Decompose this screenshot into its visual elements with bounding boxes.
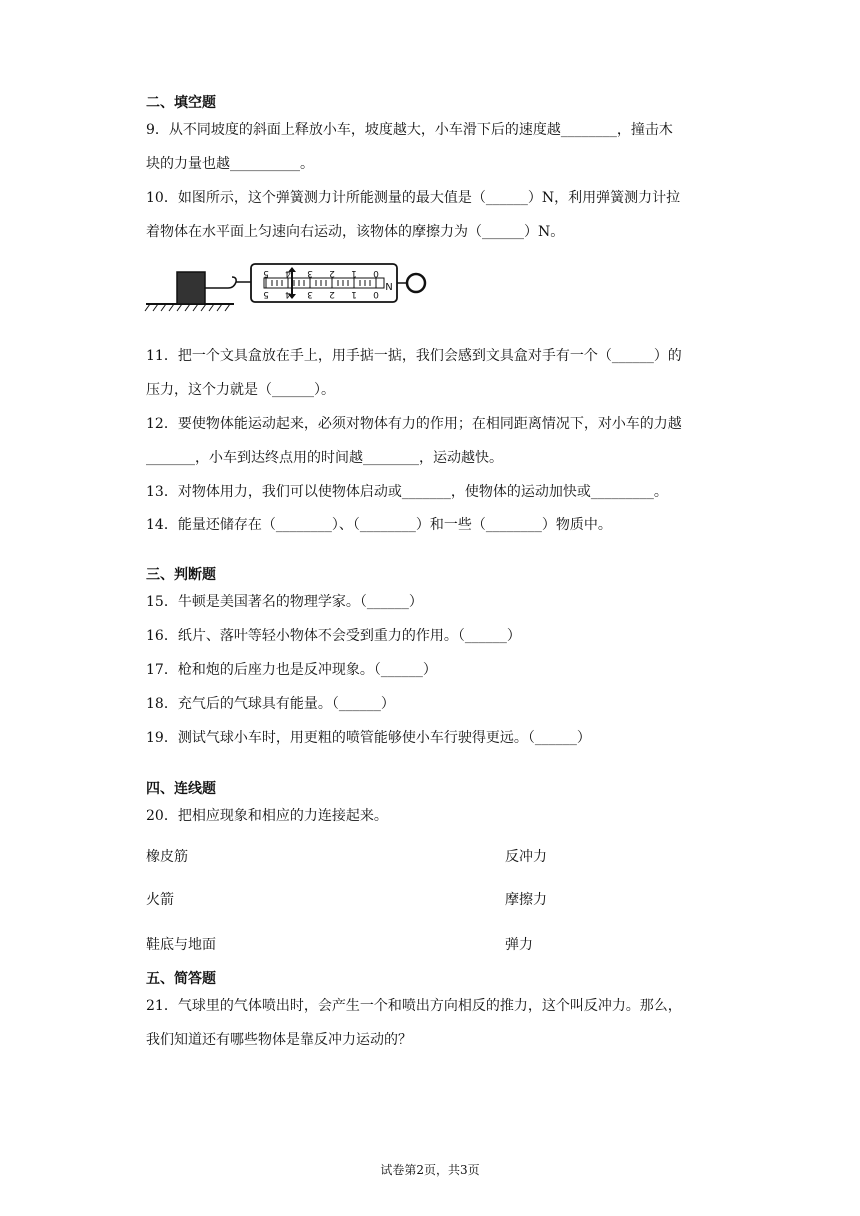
question-21-line-2: 我们知道还有哪些物体是靠反冲力运动的？ [146, 1032, 412, 1048]
question-19: 19．测试气球小车时，用更粗的喷管能够使小车行驶得更远。（______） [146, 730, 591, 746]
scale-label-top: 5 [263, 268, 269, 278]
scale-label-bottom: 4 [285, 289, 291, 299]
question-12-line-2: _______，小车到达终点用的时间越________，运动越快。 [146, 450, 503, 466]
scale-label-top: 2 [329, 268, 335, 278]
question-13: 13．对物体用力，我们可以使物体启动或_______，使物体的运动加快或_________。 [146, 484, 668, 500]
ring-icon [407, 274, 425, 292]
block-object [177, 272, 205, 304]
page-footer: 试卷第2页，共3页 [380, 1163, 480, 1177]
question-9-line-2: 块的力量也越__________。 [146, 156, 314, 172]
question-15: 15．牛顿是美国著名的物理学家。（______） [146, 594, 423, 610]
scale-label-bottom: 2 [329, 289, 335, 299]
matching-right-item: 弹力 [505, 937, 533, 953]
question-11-line-2: 压力，这个力就是（______）。 [146, 382, 335, 398]
question-12-line-1: 12．要使物体能运动起来，必须对物体有力的作用；在相同距离情况下，对小车的力越 [146, 416, 682, 432]
question-20: 20．把相应现象和相应的力连接起来。 [146, 808, 388, 824]
question-11-line-1: 11．把一个文具盒放在手上，用手掂一掂，我们会感到文具盒对手有一个（______）的 [146, 348, 682, 364]
question-18: 18．充气后的气球具有能量。（______） [146, 696, 395, 712]
scale-label-bottom: 0 [373, 289, 379, 299]
question-9-line-1: 9．从不同坡度的斜面上释放小车，坡度越大，小车滑下后的速度越________，撞击木 [146, 122, 673, 138]
question-17: 17．枪和炮的后座力也是反冲现象。（______） [146, 662, 437, 678]
question-21-line-1: 21．气球里的气体喷出时，会产生一个和喷出方向相反的推力，这个叫反冲力。那么， [146, 998, 682, 1014]
scale-label-top: 0 [373, 268, 379, 278]
spring-scale-figure [144, 258, 434, 314]
question-16: 16．纸片、落叶等轻小物体不会受到重力的作用。（______） [146, 628, 521, 644]
hook-icon [228, 277, 236, 288]
matching-left-item: 鞋底与地面 [146, 937, 216, 953]
section-heading-fill-in: 二、填空题 [146, 95, 216, 111]
matching-left-item: 橡皮筋 [146, 849, 188, 865]
question-10-line-2: 着物体在水平面上匀速向右运动，该物体的摩擦力为（______）N。 [146, 224, 565, 240]
scale-label-bottom: 5 [263, 289, 269, 299]
scale-label-top: 3 [307, 268, 313, 278]
matching-right-item: 反冲力 [505, 849, 547, 865]
section-heading-short-answer: 五、简答题 [146, 971, 216, 987]
question-14: 14．能量还储存在（________）、（________）和一些（________）物质中。 [146, 517, 612, 533]
question-10-line-1: 10．如图所示，这个弹簧测力计所能测量的最大值是（______）N，利用弹簧测力计拉 [146, 190, 681, 206]
scale-label-top: 1 [351, 268, 357, 278]
section-heading-matching: 四、连线题 [146, 781, 216, 797]
matching-right-item: 摩擦力 [505, 892, 547, 908]
scale-label-bottom: 1 [351, 289, 357, 299]
section-heading-judge: 三、判断题 [146, 567, 216, 583]
scale-label-top: 4 [285, 268, 291, 278]
scale-unit-label: N [385, 280, 393, 291]
scale-label-bottom: 3 [307, 289, 313, 299]
matching-left-item: 火箭 [146, 892, 174, 908]
